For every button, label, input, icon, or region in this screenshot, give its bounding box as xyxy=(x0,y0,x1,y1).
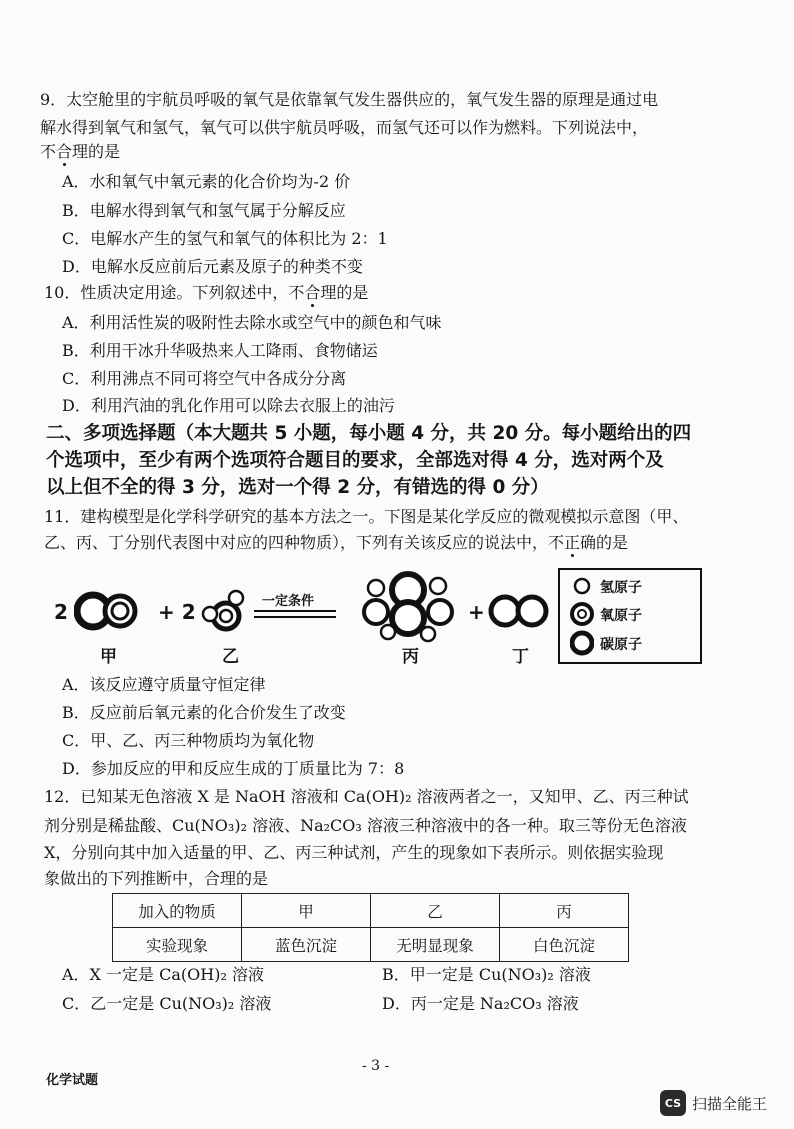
label-yi: 乙 xyxy=(222,647,239,667)
label-bing: 丙 xyxy=(402,647,419,667)
legend-icons xyxy=(570,575,594,657)
subject-label: 化学试题 xyxy=(46,1073,99,1088)
oxygen-atom-icon xyxy=(428,600,452,624)
q9-stem-line-3 xyxy=(40,142,120,162)
q12-option-c: C．乙一定是 Cu(NO₃)₂ 溶液 xyxy=(62,994,272,1013)
table-row xyxy=(113,928,629,962)
q10-option-c: C．利用沸点不同可将空气中各成分分离 xyxy=(62,369,347,388)
molecule-yi xyxy=(198,586,254,634)
q12-stem-line-3: X，分别向其中加入适量的甲、乙、丙三种试剂，产生的现象如下表所示。则依据实验现 xyxy=(44,843,664,862)
hydrogen-atom-icon xyxy=(381,625,395,639)
hydrogen-atom-icon xyxy=(229,591,243,605)
legend-hydrogen: 氢原子 xyxy=(600,580,642,596)
coefficient-yi: + 2 xyxy=(158,600,196,624)
q11-option-d: D．参加反应的甲和反应生成的丁质量比为 7：8 xyxy=(62,759,405,778)
q11-stem-tail: 的是 xyxy=(596,533,629,552)
q9-option-b: B．电解水得到氧气和氢气属于分解反应 xyxy=(62,201,346,220)
section2-line-3: 以上但不全的得 3 分，选对一个得 2 分，有错选的得 0 分） xyxy=(46,477,549,498)
q12-stem-line-4: 象做出的下列推断中，合理的是 xyxy=(44,869,269,888)
q12-stem-line-1: 12．已知某无色溶液 X 是 NaOH 溶液和 Ca(OH)₂ 溶液两者之一，又知甲、乙、丙三种试 xyxy=(44,787,689,806)
q9-stem-line-2: 解水得到氧气和氢气，氧气可以供宇航员呼吸，而氢气还可以作为燃料。下列说法中， xyxy=(40,118,649,137)
q11-option-b: B．反应前后氧元素的化合价发生了改变 xyxy=(62,703,346,722)
experiment-table xyxy=(112,893,629,962)
q10-stem-tail: 的是 xyxy=(336,283,369,302)
table-cell: 实验现象 xyxy=(113,928,242,962)
reaction-condition: 一定条件 xyxy=(262,594,315,609)
q10-option-b: B．利用干冰升华吸热来人工降雨、食物储运 xyxy=(62,341,378,360)
oxygen-atom-icon xyxy=(491,597,519,625)
molecule-ding xyxy=(488,590,550,632)
atom-legend xyxy=(558,568,702,664)
hydrogen-atom-icon xyxy=(575,579,589,593)
hydrogen-atom-icon xyxy=(368,580,384,596)
q10-option-d: D．利用汽油的乳化作用可以除去衣服上的油污 xyxy=(62,396,395,415)
q9-option-d: D．电解水反应前后元素及原子的种类不变 xyxy=(62,257,363,276)
table-cell: 无明显现象 xyxy=(371,928,500,962)
q9-emphasis: 不合理 xyxy=(40,142,89,161)
hydrogen-atom-icon xyxy=(430,578,446,594)
molecule-bing xyxy=(352,568,462,644)
q12-option-a: A．X 一定是 Ca(OH)₂ 溶液 xyxy=(62,965,264,984)
q10-stem-pre: 10．性质决定用途。下列叙述中， xyxy=(44,283,289,302)
table-header-row xyxy=(113,894,629,928)
table-cell: 加入的物质 xyxy=(113,894,242,928)
legend-carbon: 碳原子 xyxy=(600,637,642,653)
molecule-jia xyxy=(74,590,140,632)
coefficient-jia: 2 xyxy=(54,600,68,624)
table-cell: 甲 xyxy=(242,894,371,928)
q12-stem-line-2: 剂分别是稀盐酸、Cu(NO₃)₂ 溶液、Na₂CO₃ 溶液三种溶液中的各一种。取三等份无色溶液 xyxy=(44,816,687,835)
table-cell: 白色沉淀 xyxy=(500,928,629,962)
plus-sign: + xyxy=(468,600,485,624)
carbon-atom-icon xyxy=(392,602,424,634)
scanner-watermark xyxy=(660,1090,767,1116)
page-number: - 3 - xyxy=(362,1058,390,1074)
q9-option-a: A．水和氧气中氧元素的化合价均为-2 价 xyxy=(62,172,351,191)
q11-emphasis: 不正确 xyxy=(548,533,597,552)
oxygen-atom-icon xyxy=(364,600,388,624)
label-ding: 丁 xyxy=(512,647,529,667)
label-jia: 甲 xyxy=(100,647,117,667)
table-cell: 丙 xyxy=(500,894,629,928)
q9-stem-tail: 的是 xyxy=(88,142,121,161)
reaction-diagram xyxy=(40,568,740,668)
section2-line-2: 个选项中，至少有两个选项符合题目的要求，全部选对得 4 分，选对两个及 xyxy=(46,450,664,471)
q10-stem xyxy=(44,283,368,303)
q9-option-c: C．电解水产生的氢气和氧气的体积比为 2：1 xyxy=(62,229,388,248)
table-cell: 乙 xyxy=(371,894,500,928)
q11-option-a: A．该反应遵守质量守恒定律 xyxy=(62,675,266,694)
section2-line-1: 二、多项选择题（本大题共 5 小题，每小题 4 分，共 20 分。每小题给出的四 xyxy=(46,423,692,444)
q10-emphasis: 不合理 xyxy=(288,283,337,302)
hydrogen-atom-icon xyxy=(203,607,217,621)
q11-option-c: C．甲、乙、丙三种物质均为氧化物 xyxy=(62,731,315,750)
q9-stem-line-1: 9．太空舱里的宇航员呼吸的氧气是依靠氧气发生器供应的，氧气发生器的原理是通过电 xyxy=(40,90,659,109)
q12-option-d: D．丙一定是 Na₂CO₃ 溶液 xyxy=(382,994,579,1013)
table-cell: 蓝色沉淀 xyxy=(242,928,371,962)
camscanner-logo-icon: CS xyxy=(660,1090,686,1116)
q11-stem-pre: 乙、丙、丁分别代表图中对应的四种物质），下列有关该反应的说法中， xyxy=(44,533,549,552)
legend-oxygen: 氧原子 xyxy=(600,608,642,624)
q12-option-b: B．甲一定是 Cu(NO₃)₂ 溶液 xyxy=(382,965,591,984)
carbon-atom-icon xyxy=(572,633,592,653)
oxygen-atom-icon xyxy=(518,597,546,625)
equals-line-bottom xyxy=(254,616,336,618)
hydrogen-atom-icon xyxy=(421,627,435,641)
q10-option-a: A．利用活性炭的吸附性去除水或空气中的颜色和气味 xyxy=(62,313,442,332)
equals-line-top xyxy=(254,610,336,612)
watermark-text: 扫描全能王 xyxy=(692,1094,768,1113)
q11-stem-line-2 xyxy=(44,533,628,553)
q11-stem-line-1: 11．建构模型是化学科学研究的基本方法之一。下图是某化学反应的微观模拟示意图（甲、 xyxy=(44,507,689,526)
